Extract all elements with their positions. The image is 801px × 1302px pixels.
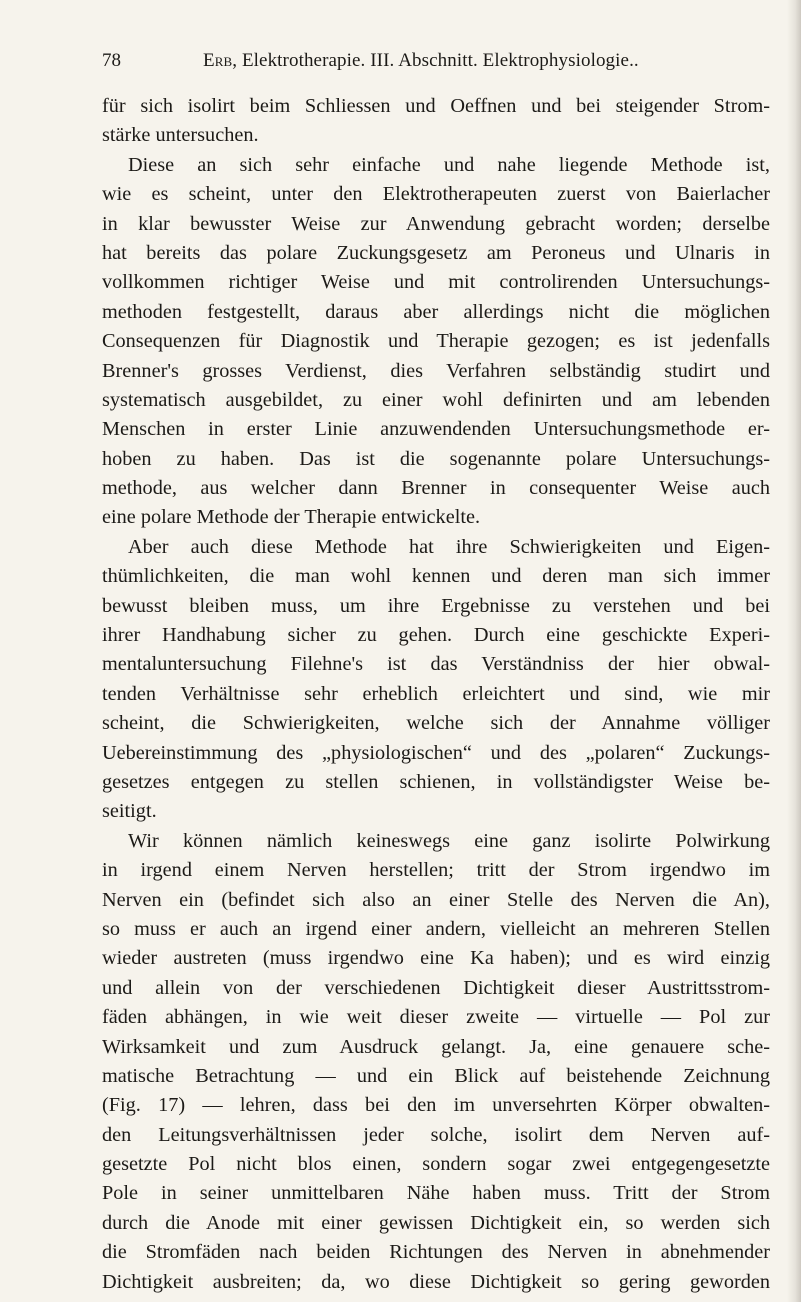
- text-line: Brenner's grosses Verdienst, dies Verfahren selbständig studirt und: [102, 359, 770, 382]
- text-line: fäden abhängen, in wie weit dieser zweite — virtuelle — Pol zur: [102, 1006, 770, 1029]
- text-line: tenden Verhältnisse sehr erheblich erleichtert und sind, wie mir: [102, 682, 770, 705]
- text-line: eine polare Methode der Therapie entwickelte.: [102, 506, 481, 529]
- text-line: matische Betrachtung — und ein Blick auf beistehende Zeichnung: [102, 1064, 770, 1087]
- text-line: Consequenzen für Diagnostik und Therapie gezogen; es ist jedenfalls: [102, 330, 770, 353]
- text-line: hoben zu haben. Das ist die sogenannte polare Untersuchungs-: [102, 447, 770, 470]
- running-head-title: , Elektrotherapie. III. Abschnitt. Elektrophysiologie..: [232, 50, 639, 71]
- text-line: Wir können nämlich keineswegs eine ganz isolirte Polwirkung: [128, 829, 770, 852]
- text-line: bewusst bleiben muss, um ihre Ergebnisse zu verstehen und bei: [102, 594, 770, 617]
- text-line: Nerven ein (befindet sich also an einer Stelle des Nerven die An),: [102, 888, 770, 911]
- text-line: mentaluntersuchung Filehne's ist das Verständniss der hier obwal-: [102, 653, 770, 676]
- text-line: ihrer Handhabung sicher zu gehen. Durch eine geschickte Experi-: [102, 624, 770, 647]
- running-head: [203, 50, 639, 72]
- text-line: Diese an sich sehr einfache und nahe liegende Methode ist,: [128, 153, 770, 176]
- text-line: thümlichkeiten, die man wohl kennen und deren man sich immer: [102, 565, 770, 588]
- text-line: für sich isolirt beim Schliessen und Oeffnen und bei steigender Strom-: [102, 95, 770, 117]
- text-line: stärke untersuchen.: [102, 124, 259, 147]
- text-line: so muss er auch an irgend einer andern, vielleicht an mehreren Stellen: [102, 917, 770, 940]
- text-line: wie es scheint, unter den Elektrotherapeuten zuerst von Baierlacher: [102, 183, 770, 206]
- text-line: in klar bewusster Weise zur Anwendung gebracht worden; derselbe: [102, 212, 770, 235]
- text-line: in irgend einem Nerven herstellen; tritt der Strom irgendwo im: [102, 859, 770, 882]
- text-line: die Stromfäden nach beiden Richtungen des Nerven in abnehmender: [102, 1241, 770, 1264]
- page-number: 78: [102, 50, 121, 71]
- text-line: Pole in seiner unmittelbaren Nähe haben muss. Tritt der Strom: [102, 1182, 770, 1205]
- text-line: Uebereinstimmung des „physiologischen“ und des „polaren“ Zuckungs-: [102, 741, 770, 764]
- text-line: den Leitungsverhältnissen jeder solche, isolirt dem Nerven auf-: [102, 1123, 770, 1146]
- page-edge-shadow: [787, 0, 801, 1302]
- text-line: gesetzte Pol nicht blos einen, sondern sogar zwei entgegengesetzte: [102, 1153, 770, 1176]
- text-line: Menschen in erster Linie anzuwendenden Untersuchungsmethode er-: [102, 418, 770, 441]
- text-line: seitigt.: [102, 800, 157, 823]
- text-line: methoden festgestellt, daraus aber allerdings nicht die möglichen: [102, 300, 770, 323]
- text-line: Aber auch diese Methode hat ihre Schwierigkeiten und Eigen-: [128, 535, 770, 558]
- text-line: (Fig. 17) — lehren, dass bei den im unversehrten Körper obwalten-: [102, 1094, 770, 1117]
- text-line: gesetzes entgegen zu stellen schienen, in vollständigster Weise be-: [102, 770, 770, 793]
- text-line: hat bereits das polare Zuckungsgesetz am Peroneus und Ulnaris in: [102, 241, 770, 264]
- running-head-author: Erb: [203, 50, 233, 71]
- body-text: [102, 92, 770, 1297]
- text-line: systematisch ausgebildet, zu einer wohl definirten und am lebenden: [102, 388, 770, 411]
- text-line: und allein von der verschiedenen Dichtigkeit dieser Austrittsstrom-: [102, 976, 770, 999]
- text-line: vollkommen richtiger Weise und mit controlirenden Untersuchungs-: [102, 271, 770, 294]
- page-header: [102, 50, 770, 76]
- text-line: methode, aus welcher dann Brenner in consequenter Weise auch: [102, 477, 770, 500]
- text-line: scheint, die Schwierigkeiten, welche sich der Annahme völliger: [102, 712, 770, 735]
- text-line: wieder austreten (muss irgendwo eine Ka haben); und es wird einzig: [102, 947, 770, 970]
- text-line: durch die Anode mit einer gewissen Dichtigkeit ein, so werden sich: [102, 1211, 770, 1234]
- text-line: Dichtigkeit ausbreiten; da, wo diese Dichtigkeit so gering geworden: [102, 1270, 770, 1293]
- text-line: Wirksamkeit und zum Ausdruck gelangt. Ja, eine genauere sche-: [102, 1035, 770, 1058]
